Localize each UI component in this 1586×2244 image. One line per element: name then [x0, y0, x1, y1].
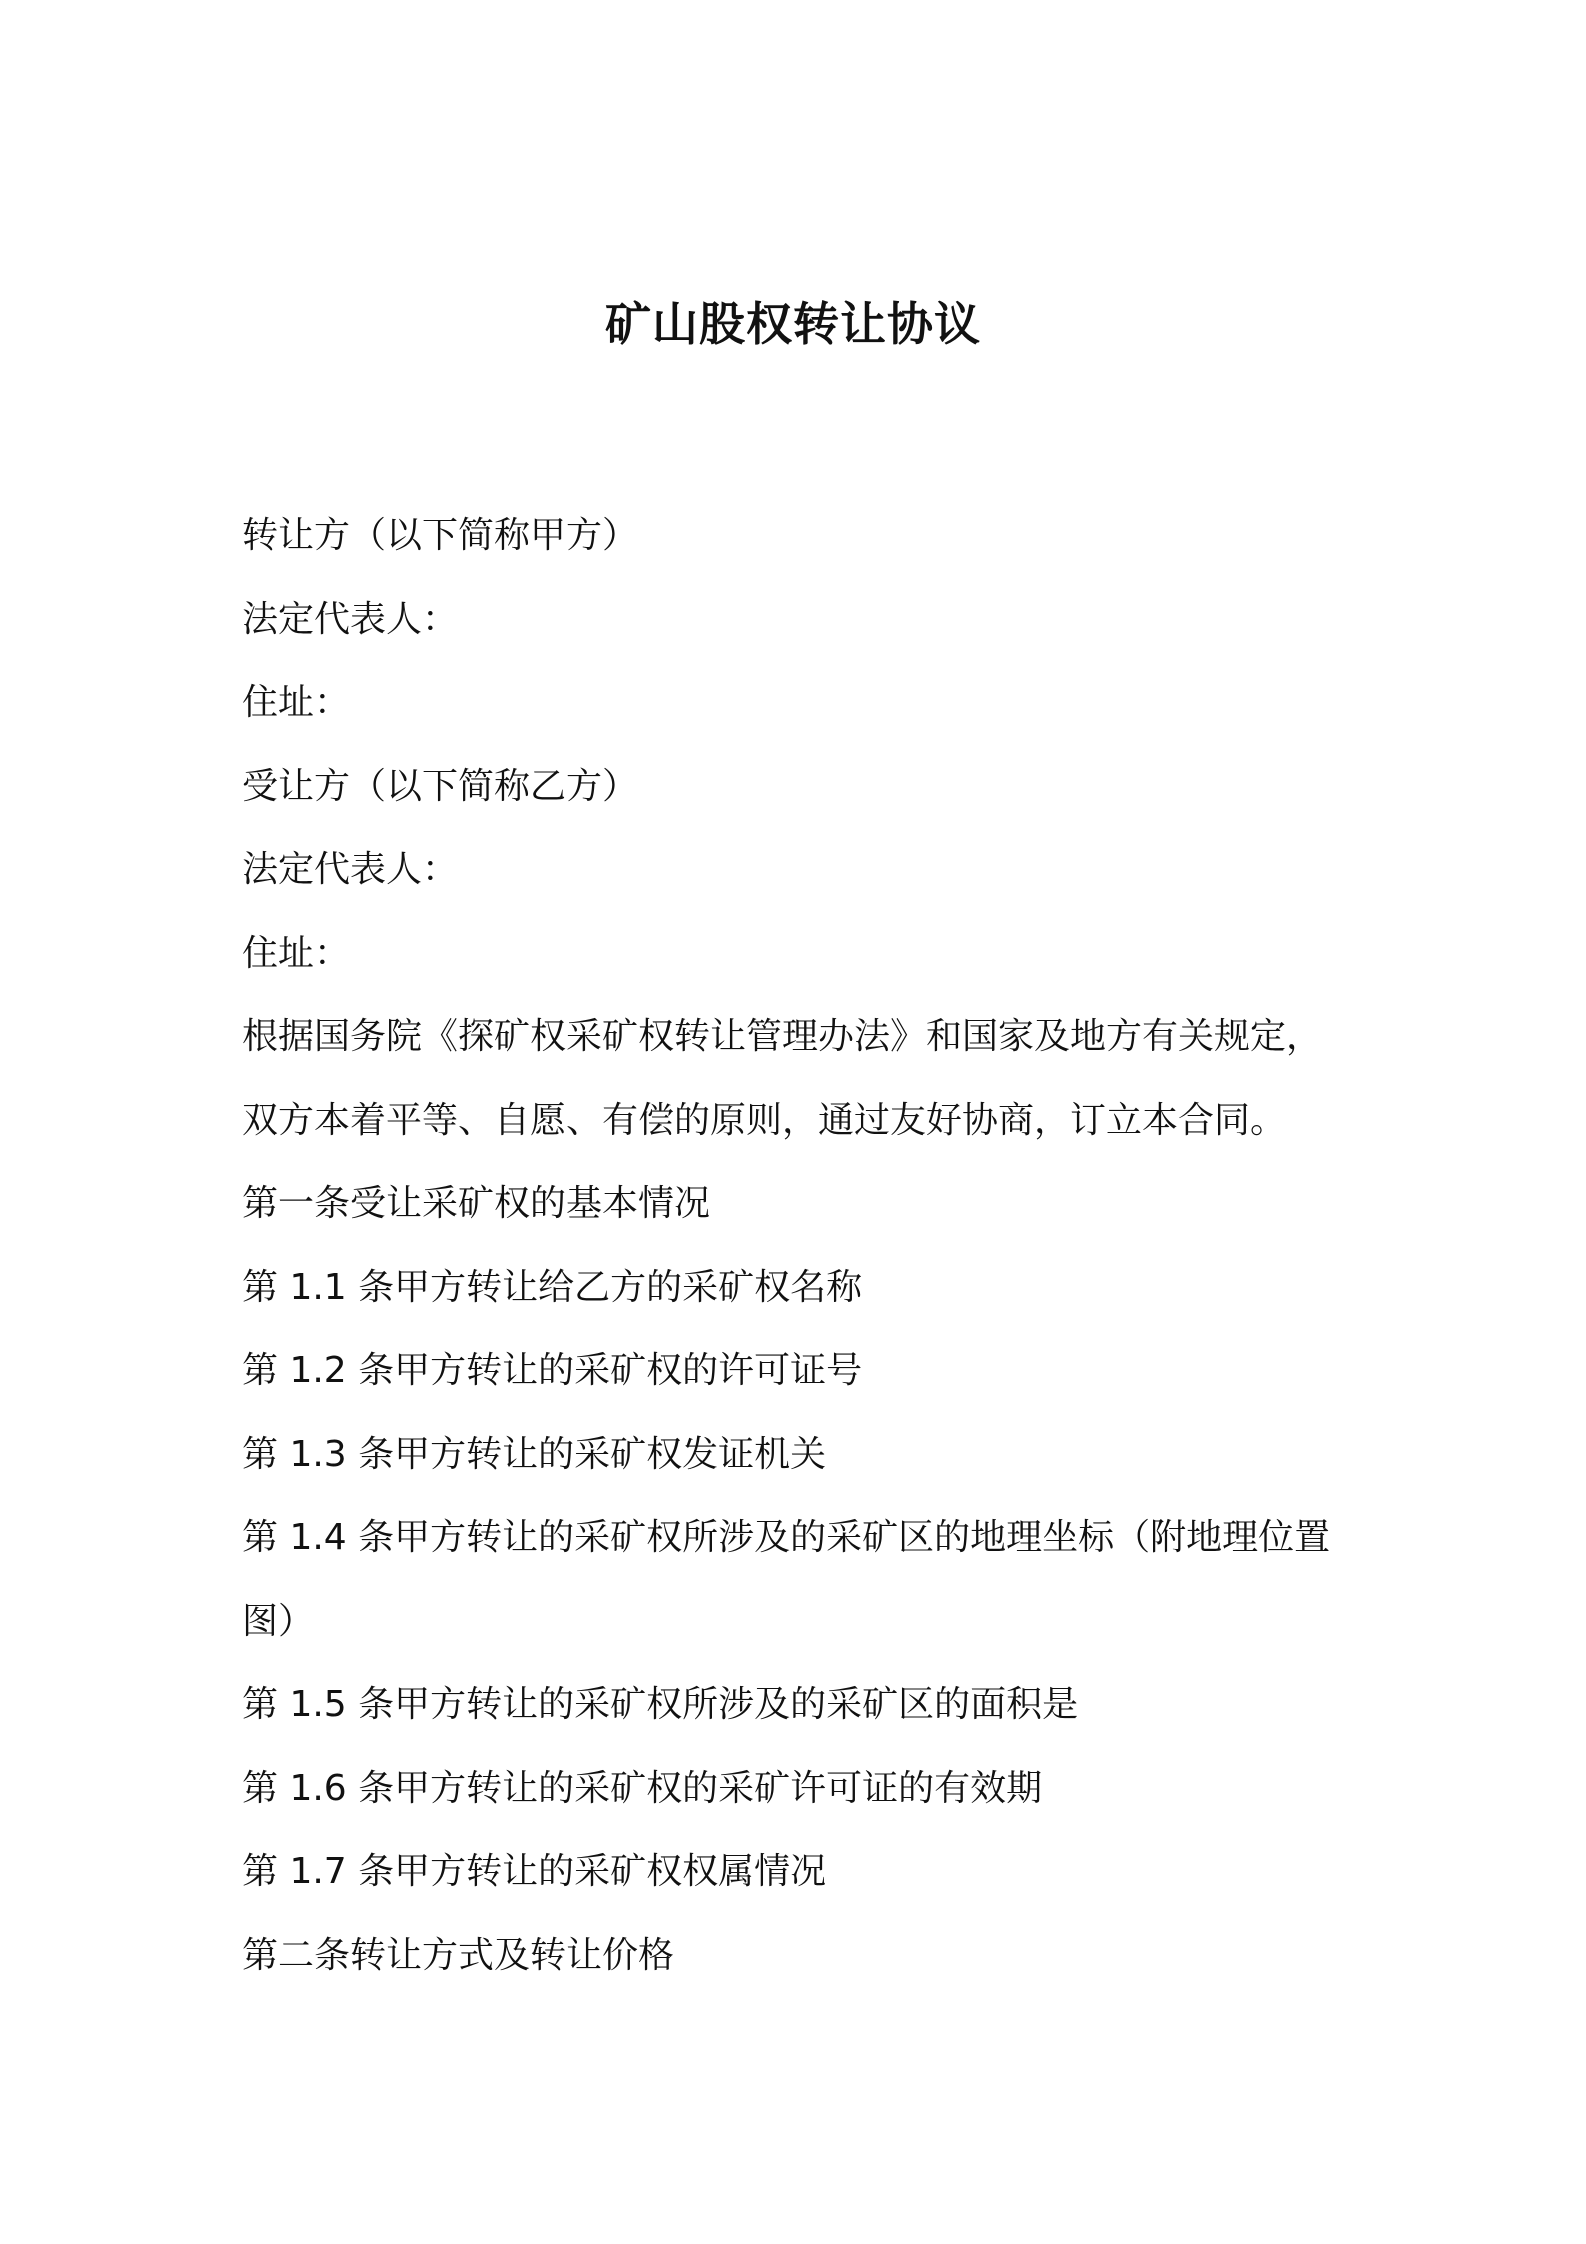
- transferor-line: 转让方（以下简称甲方）: [242, 515, 639, 556]
- clause-1-4-line-1: 第 1.4 条甲方转让的采矿权所涉及的采矿区的地理坐标（附地理位置: [242, 1517, 1331, 1558]
- clause-1-7: 第 1.7 条甲方转让的采矿权权属情况: [242, 1851, 827, 1892]
- clause-1-5: 第 1.5 条甲方转让的采矿权所涉及的采矿区的面积是: [242, 1684, 1079, 1725]
- preamble-line-1: 根据国务院《探矿权采矿权转让管理办法》和国家及地方有关规定，: [242, 1016, 1323, 1057]
- transferor-address-line: 住址：: [242, 682, 351, 723]
- clause-1-6: 第 1.6 条甲方转让的采矿权的采矿许可证的有效期: [242, 1767, 1043, 1809]
- article-2-heading: 第二条转让方式及转让价格: [242, 1934, 675, 1976]
- transferor-legal-rep-line: 法定代表人：: [242, 598, 459, 640]
- document-title: 矿山股权转让协议: [605, 296, 981, 351]
- clause-1-3: 第 1.3 条甲方转让的采矿权发证机关: [242, 1433, 827, 1475]
- article-1-heading: 第一条受让采矿权的基本情况: [242, 1183, 711, 1224]
- preamble-line-2: 双方本着平等、自愿、有偿的原则，通过友好协商，订立本合同。: [242, 1099, 1287, 1141]
- clause-1-4-line-2: 图）: [242, 1600, 315, 1642]
- transferee-legal-rep-line: 法定代表人：: [242, 849, 459, 890]
- document-body: [242, 494, 1372, 1997]
- transferee-address-line: 住址：: [242, 932, 351, 974]
- transferee-line: 受让方（以下简称乙方）: [242, 765, 639, 807]
- clause-1-1: 第 1.1 条甲方转让给乙方的采矿权名称: [242, 1266, 863, 1308]
- clause-1-2: 第 1.2 条甲方转让的采矿权的许可证号: [242, 1350, 863, 1391]
